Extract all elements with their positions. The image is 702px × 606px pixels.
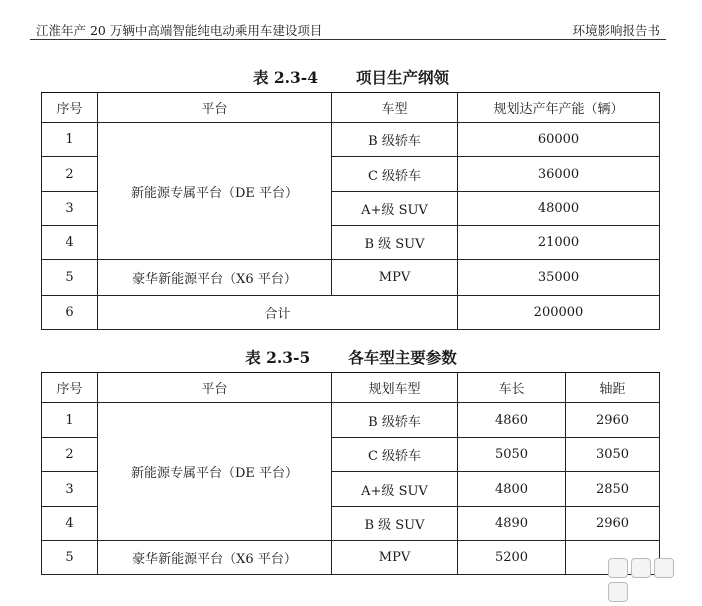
row-length: 4890 [458, 507, 566, 541]
col-header-capacity: 规划达产年产能（辆） [458, 93, 660, 123]
header-project-title: 江淮年产 20 万辆中高端智能纯电动乘用车建设项目 [36, 23, 323, 38]
row-no: 4 [42, 507, 98, 541]
watermark-icon [608, 558, 628, 578]
table-header-row [42, 373, 660, 403]
col-header-platform: 平台 [98, 93, 332, 123]
col-header-model: 规划车型 [332, 373, 458, 403]
row-model: MPV [332, 541, 458, 575]
table-row [42, 260, 660, 296]
row-model: C 级轿车 [332, 157, 458, 192]
platform-x6-cell: 豪华新能源平台（X6 平台） [98, 260, 332, 296]
row-capacity: 60000 [458, 123, 660, 157]
row-no: 3 [42, 192, 98, 226]
row-capacity: 35000 [458, 260, 660, 296]
row-wheelbase: 2850 [566, 472, 660, 507]
table1-caption [0, 66, 702, 88]
platform-de-cell: 新能源专属平台（DE 平台） [98, 123, 332, 260]
row-no: 5 [42, 541, 98, 575]
row-model: B 级 SUV [332, 507, 458, 541]
table2-title: 各车型主要参数 [348, 349, 457, 367]
col-header-platform: 平台 [98, 373, 332, 403]
platform-de-cell: 新能源专属平台（DE 平台） [98, 403, 332, 541]
table-row [42, 541, 660, 575]
row-no: 2 [42, 157, 98, 192]
row-length: 5050 [458, 438, 566, 472]
row-no: 1 [42, 123, 98, 157]
row-model: A+级 SUV [332, 472, 458, 507]
total-capacity: 200000 [458, 296, 660, 330]
row-no: 2 [42, 438, 98, 472]
app-watermark-icons [608, 558, 696, 580]
table-header-row [42, 93, 660, 123]
col-header-length: 车长 [458, 373, 566, 403]
table-row [42, 403, 660, 438]
table1-number: 表 2.3-4 [252, 68, 319, 87]
watermark-icon [608, 582, 628, 602]
row-model: A+级 SUV [332, 192, 458, 226]
total-label: 合计 [98, 296, 458, 330]
row-capacity: 36000 [458, 157, 660, 192]
total-no: 6 [42, 296, 98, 330]
table-row [42, 123, 660, 157]
row-model: B 级轿车 [332, 403, 458, 438]
page-header [30, 17, 666, 40]
col-header-model: 车型 [332, 93, 458, 123]
table1-title: 项目生产纲领 [356, 69, 450, 87]
row-no: 4 [42, 226, 98, 260]
row-no: 3 [42, 472, 98, 507]
row-model: B 级轿车 [332, 123, 458, 157]
watermark-icon [654, 558, 674, 578]
col-header-no: 序号 [42, 373, 98, 403]
row-length: 5200 [458, 541, 566, 575]
platform-x6-cell: 豪华新能源平台（X6 平台） [98, 541, 332, 575]
watermark-icon [631, 558, 651, 578]
row-model: B 级 SUV [332, 226, 458, 260]
row-model: C 级轿车 [332, 438, 458, 472]
table2-caption [0, 346, 702, 368]
row-capacity: 48000 [458, 192, 660, 226]
row-length: 4800 [458, 472, 566, 507]
row-wheelbase: 2960 [566, 507, 660, 541]
row-wheelbase: 3050 [566, 438, 660, 472]
vehicle-parameters-table [41, 372, 660, 575]
production-capacity-table [41, 92, 660, 330]
table2-number: 表 2.3-5 [245, 348, 311, 367]
row-no: 5 [42, 260, 98, 296]
row-capacity: 21000 [458, 226, 660, 260]
row-model: MPV [332, 260, 458, 296]
col-header-no: 序号 [42, 93, 98, 123]
total-row [42, 296, 660, 330]
row-length: 4860 [458, 403, 566, 438]
row-no: 1 [42, 403, 98, 438]
row-wheelbase: 2960 [566, 403, 660, 438]
col-header-wheelbase: 轴距 [566, 373, 660, 403]
header-document-type: 环境影响报告书 [572, 23, 660, 38]
